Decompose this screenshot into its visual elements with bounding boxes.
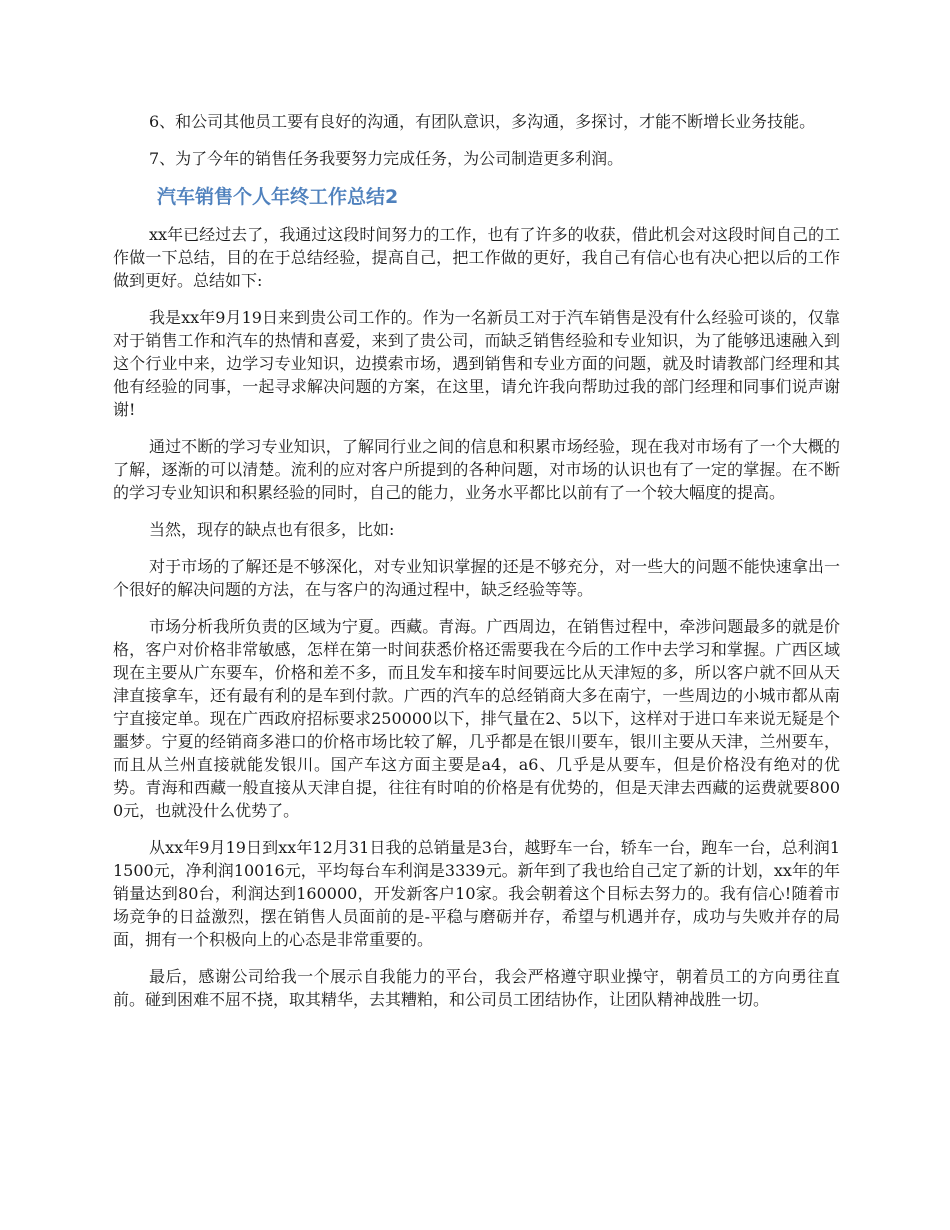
section-heading: 汽车销售个人年终工作总结2 [157,186,399,208]
paragraph-market-analysis: 市场分析我所负责的区域为宁夏。西藏。青海。广西周边，在销售过程中，牵涉问题最多的就是价格，客户对价格非常敏感，怎样在第一时间获悉价格还需要我在今后的工作中去学习和掌握。广西区域现在主要从广东要车，价格和差不多，而且发车和接车时间要远比从天津短的多，所以客户就不回从天津直接拿车，还有最有利的是车到付款。广西的汽车的总经销商大多在南宁，一些周边的小城市都从南宁直接定单。现在广西政府招标要求250000以下，排气量在2、5以下，这样对于进口车来说无疑是个噩梦。宁夏的经销商多港口的价格市场比较了解，几乎都是在银川要车，银川主要从天津，兰州要车，而且从兰州直接就能发银川。国产车这方面主要是a4，a6、几乎是从要车，但是价格没有绝对的优势。青海和西藏一般直接从天津自提，往往有时咱的价格是有优势的，但是天津去西藏的运费就要8000元，也就没什么优势了。 [113,617,840,820]
paragraph-intro: xx年已经过去了，我通过这段时间努力的工作，也有了许多的收获，借此机会对这段时间自己的工作做一下总结，目的在于总结经验，提高自己，把工作做的更好，我自己有信心也有决心把以后的工作做到更好。总结如下: [113,225,840,290]
paragraph-learning: 通过不断的学习专业知识，了解同行业之间的信息和积累市场经验，现在我对市场有了一个大概的了解，逐渐的可以清楚。流利的应对客户所提到的各种问题，对市场的认识也有了一定的掌握。在不断的学习专业知识和积累经验的同时，自己的能力，业务水平都比以前有了一个较大幅度的提高。 [113,437,840,502]
paragraph-closing: 最后，感谢公司给我一个展示自我能力的平台，我会严格遵守职业操守，朝着员工的方向勇往直前。碰到困难不屈不挠，取其精华，去其糟粕，和公司员工团结协作，让团队精神战胜一切。 [113,967,840,1009]
paragraph-shortcomings-intro: 当然，现存的缺点也有很多，比如: [149,520,395,539]
paragraph-background: 我是xx年9月19日来到贵公司工作的。作为一名新员工对于汽车销售是没有什么经验可谈的，仅靠对于销售工作和汽车的热情和喜爱，来到了贵公司，而缺乏销售经验和专业知识，为了能够迅速融入到这个行业中来，边学习专业知识，边摸索市场，遇到销售和专业方面的问题，就及时请教部门经理和其他有经验的同事，一起寻求解决问题的方案，在这里，请允许我向帮助过我的部门经理和同事们说声谢谢! [113,308,840,419]
paragraph-sales-results: 从xx年9月19日到xx年12月31日我的总销量是3台，越野车一台，轿车一台，跑车一台，总利润11500元，净利润10016元，平均每台车利润是3339元。新年到了我也给自己定了新的计划，xx年的年销量达到80台，利润达到160000，开发新客户10家。我会朝着这个目标去努力的。我有信心!随着市场竞争的日益激烈，摆在销售人员面前的是-平稳与磨砺并存，希望与机遇并存，成功与失败并存的局面，拥有一个积极向上的心态是非常重要的。 [113,838,840,949]
list-item-7: 7、为了今年的销售任务我要努力完成任务，为公司制造更多利润。 [149,149,624,168]
document-body [113,110,840,1025]
list-item-6: 6、和公司其他员工要有良好的沟通，有团队意识，多沟通，多探讨，才能不断增长业务技能。 [149,112,816,131]
paragraph-shortcomings: 对于市场的了解还是不够深化，对专业知识掌握的还是不够充分，对一些大的问题不能快速拿出一个很好的解决问题的方法，在与客户的沟通过程中，缺乏经验等等。 [113,557,840,599]
